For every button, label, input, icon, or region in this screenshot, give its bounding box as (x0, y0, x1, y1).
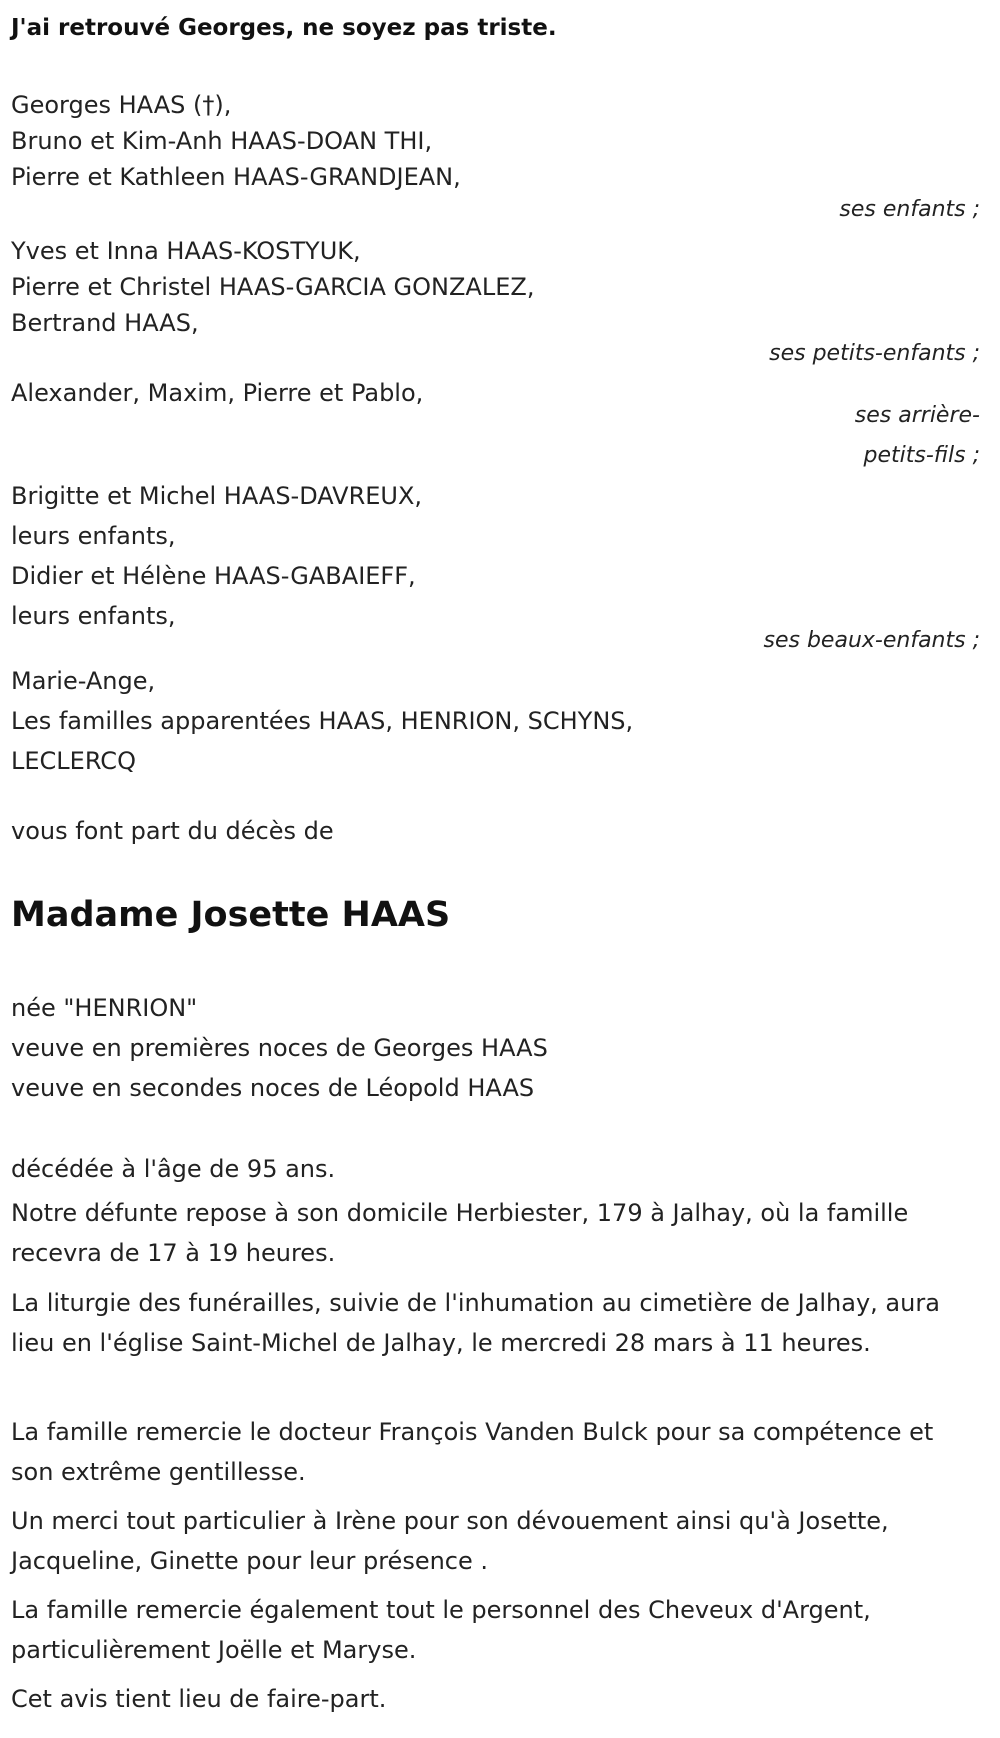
family-line: leurs enfants, (11, 522, 176, 550)
motto-heading: J'ai retrouvé Georges, ne soyez pas triste. (11, 15, 557, 41)
relation-label: ses enfants ; (839, 197, 980, 222)
family-line: Marie-Ange, (11, 667, 156, 695)
paragraph-thanks-staff: La famille remercie également tout le personnel des Cheveux d'Argent, particulièrement Joëlle et Maryse. (11, 1596, 871, 1664)
family-line: leurs enfants, (11, 602, 176, 630)
paragraph-funeral: La liturgie des funérailles, suivie de l'inhumation au cimetière de Jalhay, aura lieu en l'église Saint-Michel de Jalhay, le mercredi 28 mars à 11 heures. (11, 1289, 940, 1357)
family-line: Brigitte et Michel HAAS-DAVREUX, (11, 482, 423, 510)
family-line: Bertrand HAAS, (11, 309, 199, 337)
age-line: décédée à l'âge de 95 ans. (11, 1155, 336, 1183)
deceased-name: Madame Josette HAAS (11, 895, 451, 935)
family-line: Alexander, Maxim, Pierre et Pablo, (11, 379, 424, 407)
deceased-detail: veuve en premières noces de Georges HAAS (11, 1034, 548, 1062)
family-line: LECLERCQ (11, 747, 136, 775)
relation-label: petits-fils ; (863, 443, 980, 468)
family-line: Didier et Hélène HAAS-GABAIEFF, (11, 562, 416, 590)
deceased-detail: veuve en secondes noces de Léopold HAAS (11, 1074, 535, 1102)
paragraph-thanks-irene: Un merci tout particulier à Irène pour son dévouement ainsi qu'à Josette, Jacqueline, Ginette pour leur présence . (11, 1507, 889, 1575)
family-line: Pierre et Christel HAAS-GARCIA GONZALEZ, (11, 273, 535, 301)
announcement-text: vous font part du décès de (11, 817, 334, 845)
family-line: Georges HAAS (†), (11, 91, 232, 119)
relation-label: ses arrière- (854, 403, 980, 428)
deceased-detail: née "HENRION" (11, 994, 198, 1022)
family-line: Yves et Inna HAAS-KOSTYUK, (11, 237, 361, 265)
family-line: Les familles apparentées HAAS, HENRION, SCHYNS, (11, 707, 634, 735)
paragraph-thanks-doctor: La famille remercie le docteur François Vanden Bulck pour sa compétence et son extrême gentillesse. (11, 1418, 934, 1486)
relation-label: ses petits-enfants ; (769, 341, 980, 366)
paragraph-wake: Notre défunte repose à son domicile Herbiester, 179 à Jalhay, où la famille recevra de 17 à 19 heures. (11, 1199, 909, 1267)
family-line: Bruno et Kim-Anh HAAS-DOAN THI, (11, 127, 433, 155)
paragraph-closing: Cet avis tient lieu de faire-part. (11, 1685, 387, 1713)
relation-label: ses beaux-enfants ; (763, 628, 980, 653)
family-line: Pierre et Kathleen HAAS-GRANDJEAN, (11, 163, 461, 191)
